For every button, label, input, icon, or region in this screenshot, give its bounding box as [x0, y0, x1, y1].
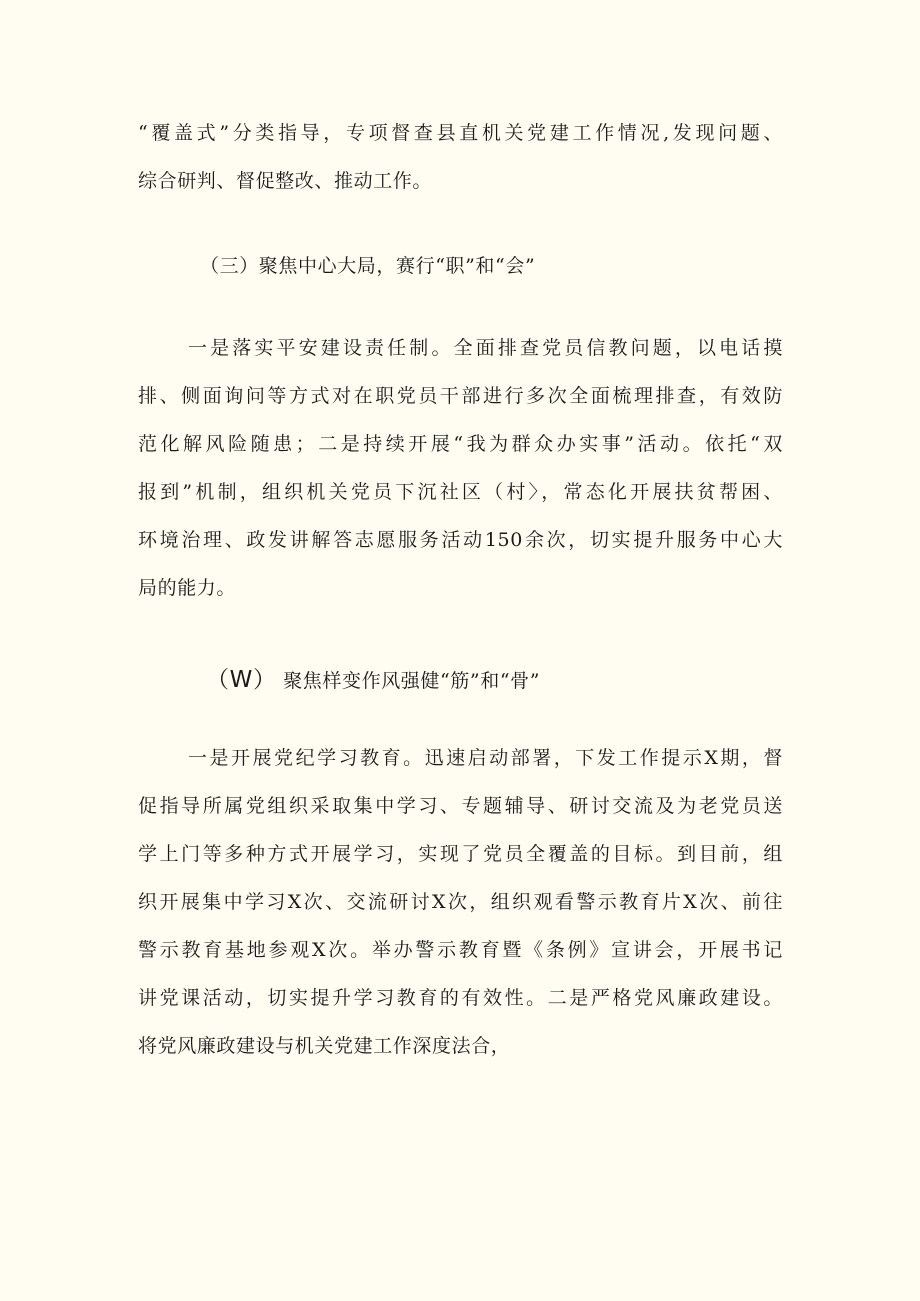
- paragraph-line: 织开展集中学习X次、交流研讨X次，组织观看警示教育片X次、前往: [138, 891, 783, 913]
- paragraph-line: 范化解风险随患；二是持续开展“我为群众办实事”活动。依托“双: [138, 433, 783, 455]
- paragraph-line: 一是开展党纪学习教育。迅速启动部署，下发工作提示X期，督: [188, 747, 783, 769]
- paragraph-line: “覆盖式”分类指导，专项督查县直机关党建工作情况,发现问题、: [138, 122, 783, 144]
- paragraph-line: 报到”机制，组织机关党员下沉社区（村〉，常态化开展扶贫帮困、: [138, 481, 783, 503]
- paragraph-line: 促指导所属党组织采取集中学习、专题辅导、研讨交流及为老党员送: [138, 795, 783, 817]
- section-heading-mark: （W）: [206, 667, 277, 693]
- paragraph-line: 一是落实平安建设责任制。全面排查党员信教问题，以电话摸: [188, 337, 783, 359]
- paragraph-line: 环境治理、政发讲解答志愿服务活动150余次，切实提升服务中心大: [138, 529, 783, 551]
- paragraph-line: 综合研判、督促整改、推动工作。: [138, 170, 433, 192]
- section-heading: [206, 668, 540, 693]
- paragraph-line: 排、侧面询问等方式对在职党员干部进行多次全面梳理排查，有效防: [138, 385, 783, 407]
- paragraph-line: 讲党课活动，切实提升学习教育的有效性。二是严格党风廉政建设。: [138, 987, 783, 1009]
- paragraph-line: 局的能力。: [138, 577, 237, 599]
- section-heading-text: 聚焦样变作风强健“筋”和“骨”: [283, 670, 541, 692]
- paragraph-line: 警示教育基地参观X次。举办警示教育暨《条例》宣讲会，开展书记: [138, 939, 783, 961]
- section-heading: （三）聚焦中心大局，赛行“职”和“会”: [200, 255, 536, 277]
- paragraph-line: 学上门等多种方式开展学习，实现了党员全覆盖的目标。到目前，组: [138, 843, 783, 865]
- paragraph-line: 将党风廉政建设与机关党建工作深度法合，: [138, 1035, 511, 1057]
